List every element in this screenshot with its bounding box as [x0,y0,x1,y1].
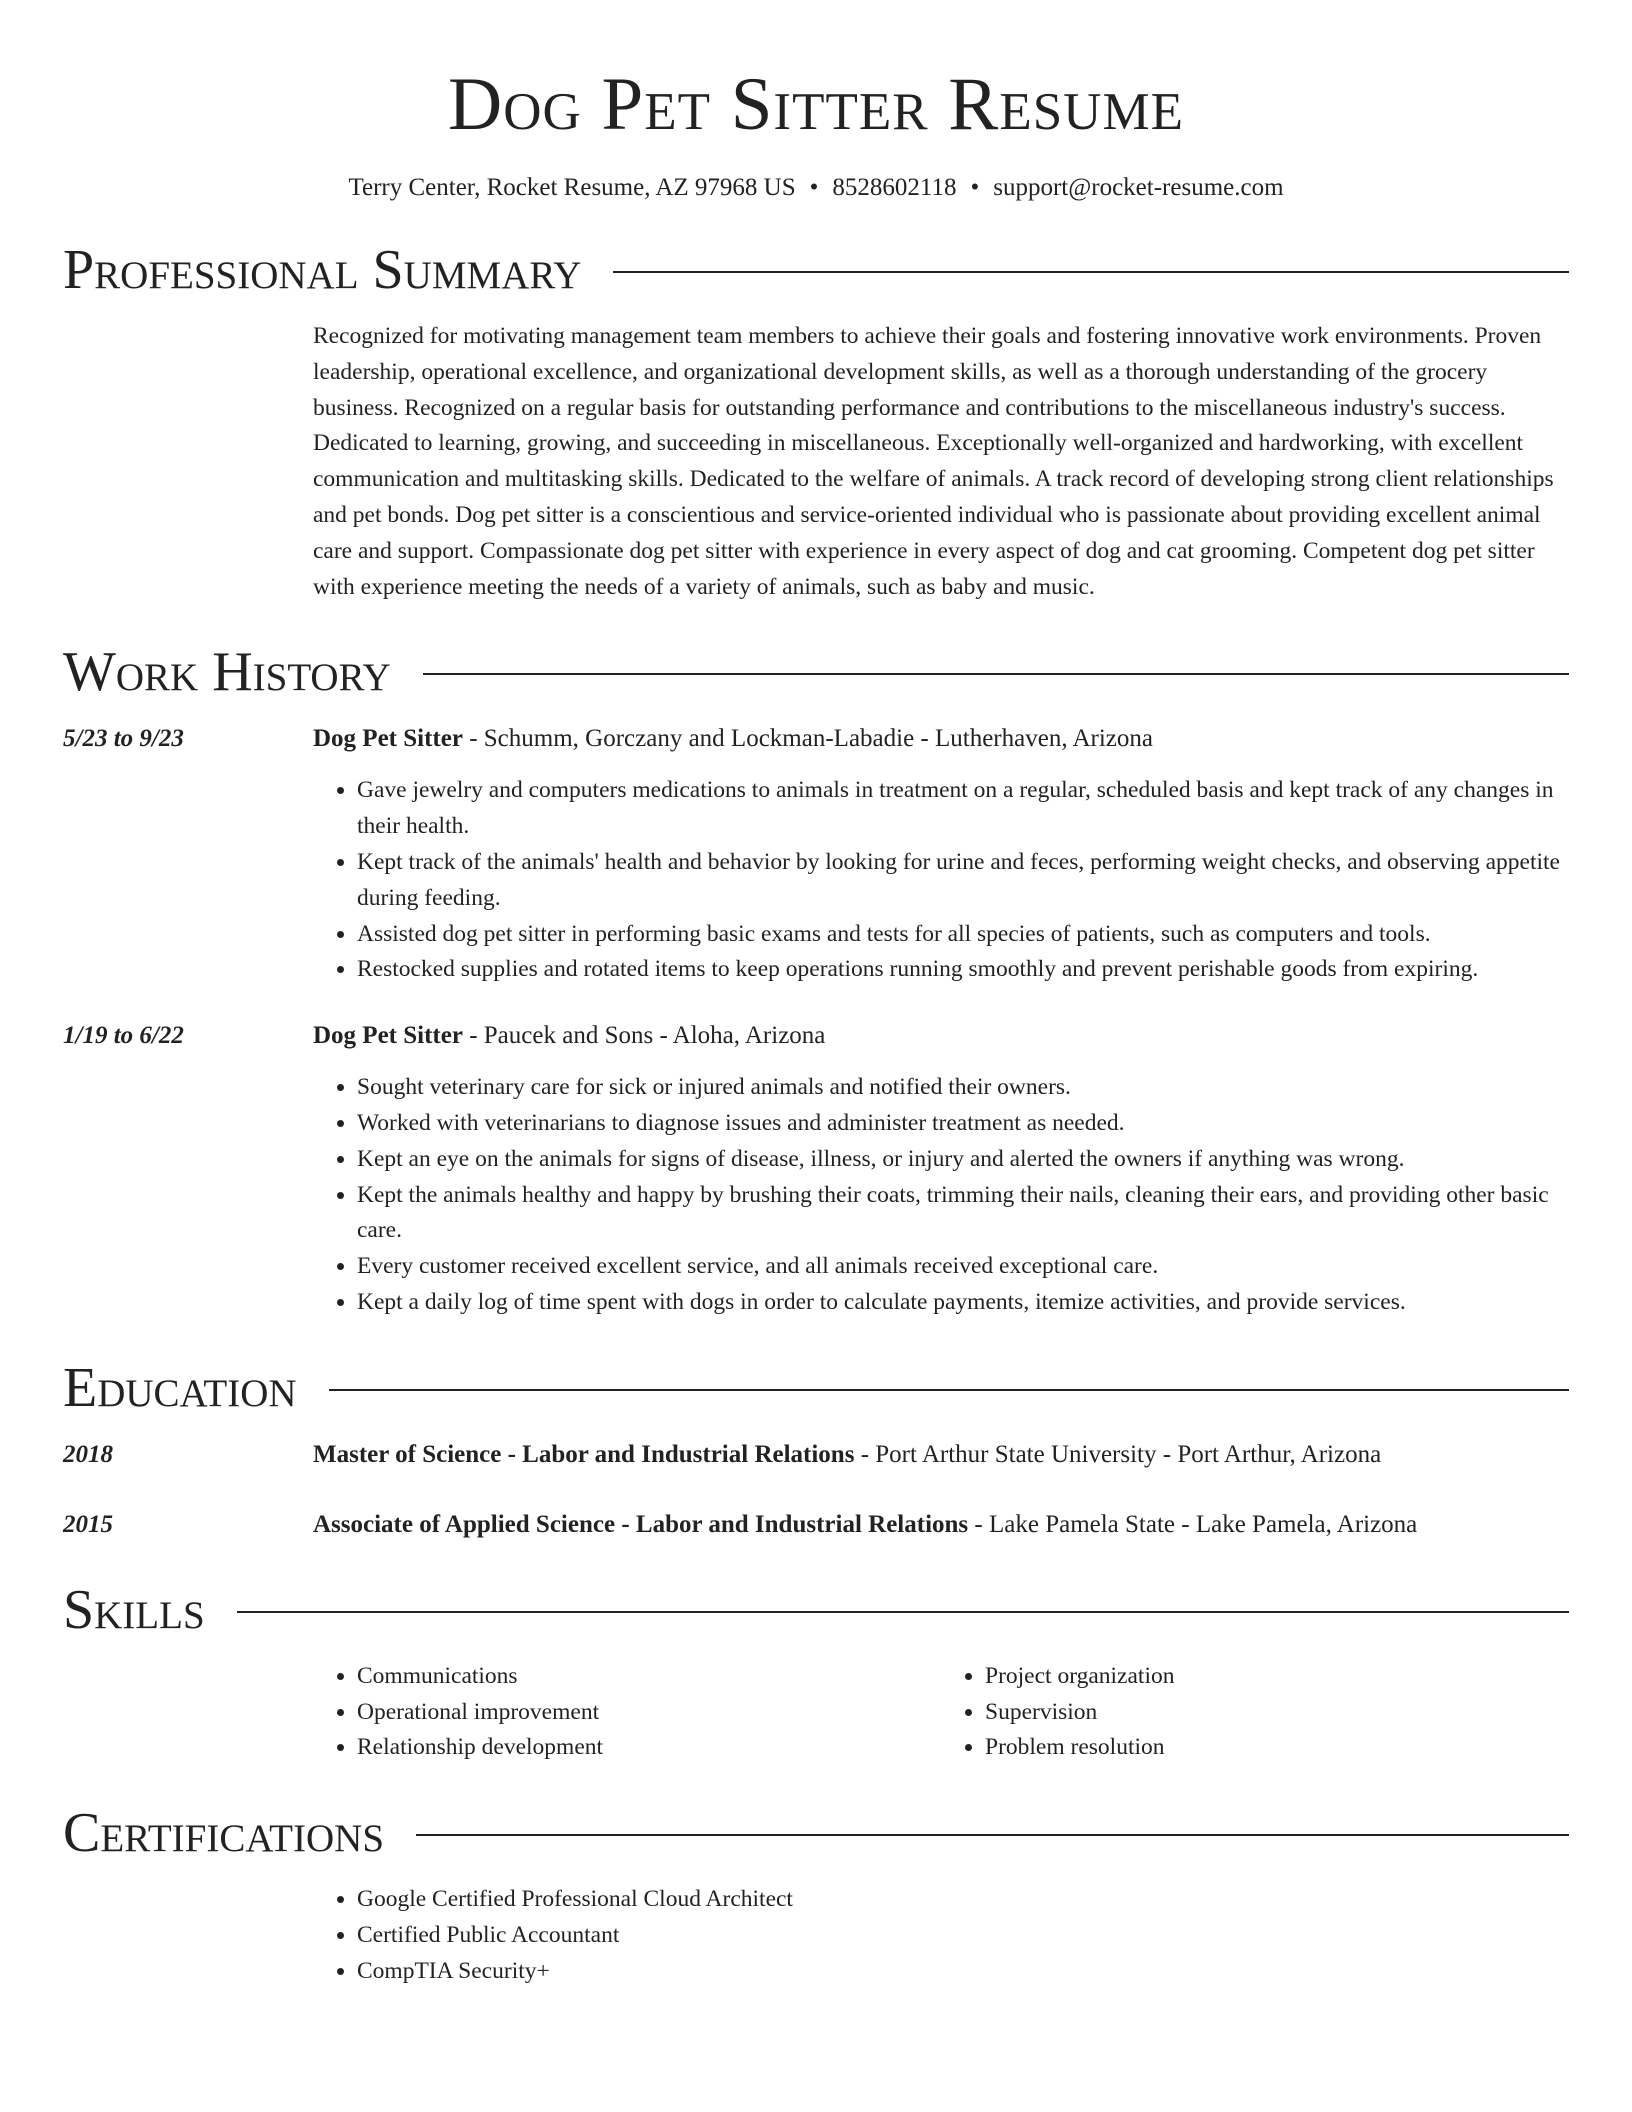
section-header [63,1579,1569,1641]
job-header-row [63,1018,1569,1054]
job-header-row [63,721,1569,757]
duty-item: • Kept a daily log of time spent with dogs in order to calculate payments, itemize activities, and provide services. [357,1285,1569,1321]
contact-phone: 8528602118 [832,174,957,201]
certification-item: • Certified Public Accountant [357,1918,1569,1954]
duty-item: • Kept track of the animals' health and behavior by looking for urine and feces, performing weight checks, and observing appetite during feeding. [357,845,1569,917]
education-year: 2018 [63,1440,113,1468]
duty-item: • Kept an eye on the animals for signs of disease, illness, or injury and alerted the owners if anything was wrong. [357,1142,1569,1178]
section-header [63,1802,1569,1864]
education-year: 2015 [63,1510,113,1538]
skill-item: • Relationship development [357,1730,941,1766]
summary-text: Recognized for motivating management team members to achieve their goals and fostering innovative work environments. Proven leadership, operational excellence, and organizational development skills, as well as a thorough understanding of the grocery business. Recognized on a regular basis for outstanding performance and contributions to the miscellaneous industry's success. Dedicated to learning, growing, and succeeding in miscellaneous. Exceptionally well-organized and hardworking, with excellent communication and multitasking skills. Dedicated to the welfare of animals. A track record of developing strong client relationships and pet bonds. Dog pet sitter is a conscientious and service-oriented individual who is passionate about providing excellent animal care and support. Compassionate dog pet sitter with experience in every aspect of dog and cat grooming. Competent dog pet sitter with experience meeting the needs of a variety of animals, such as baby and music. [313,323,1554,600]
skills-list-right [941,1659,1569,1766]
summary-spacer [63,319,313,605]
summary-row [63,319,1569,605]
section-divider [416,1834,1569,1836]
duty-item: • Every customer received excellent service, and all animals received exceptional care. [357,1249,1569,1285]
education-degree: Associate of Applied Science - Labor and Industrial Relations [313,1510,969,1538]
education-entry [63,1437,1569,1473]
contact-address: Terry Center, Rocket Resume, AZ 97968 US [348,174,796,201]
duty-item: • Sought veterinary care for sick or injured animals and notified their owners. [357,1070,1569,1106]
education-details [313,1507,1569,1543]
job-duties-list [313,1070,1569,1321]
skill-item: • Operational improvement [357,1695,941,1731]
section-header [63,239,1569,301]
section-divider [613,271,1569,273]
contact-line [63,173,1569,203]
job-title: Dog Pet Sitter [313,725,463,753]
job-entry [63,1018,1569,1321]
duty-item: • Kept the animals healthy and happy by brushing their coats, trimming their nails, cleaning their ears, and providing other basic care. [357,1178,1569,1250]
job-header [313,721,1569,757]
section-divider [423,673,1569,675]
work-history-section [63,641,1569,1320]
certifications-spacer [63,1864,313,1989]
certifications-list [313,1882,1569,1989]
contact-email: support@rocket-resume.com [993,174,1284,201]
certification-item: • Google Certified Professional Cloud Architect [357,1882,1569,1918]
job-employer-location: - Schumm, Gorczany and Lockman-Labadie - Lutherhaven, Arizona [462,725,1153,753]
summary-section [63,239,1569,605]
skills-heading: Skills [63,1578,205,1641]
job-title: Dog Pet Sitter [313,1022,463,1050]
skill-item: • Project organization [985,1659,1569,1695]
job-duties-list [313,773,1569,988]
job-header [313,1018,1569,1054]
certification-item: • CompTIA Security+ [357,1954,1569,1990]
education-details [313,1437,1569,1473]
education-section [63,1357,1569,1543]
duty-item: • Restocked supplies and rotated items to keep operations running smoothly and prevent perishable goods from expiring. [357,952,1569,988]
section-header [63,641,1569,703]
contact-separator: • [970,174,980,201]
job-duties-container [313,1054,1569,1321]
education-degree: Master of Science - Labor and Industrial Relations [313,1440,855,1468]
job-entry [63,721,1569,988]
duties-spacer [63,757,313,988]
skills-list-left [313,1659,941,1766]
job-duties-container [313,757,1569,988]
education-heading: Education [63,1356,297,1419]
certifications-row [63,1864,1569,1989]
certifications-section [63,1802,1569,1989]
skills-columns [313,1659,1569,1766]
job-duties-row [63,1054,1569,1321]
duty-item: • Assisted dog pet sitter in performing basic exams and tests for all species of patients, such as computers and tools. [357,917,1569,953]
skill-item: • Communications [357,1659,941,1695]
education-school: - Port Arthur State University - Port Arthur, Arizona [854,1440,1382,1468]
certifications-container [313,1864,1569,1989]
education-entry [63,1507,1569,1543]
duty-item: • Worked with veterinarians to diagnose issues and administer treatment as needed. [357,1106,1569,1142]
certifications-heading: Certifications [63,1802,385,1865]
skills-spacer [63,1641,313,1766]
section-divider [237,1611,1569,1613]
job-employer-location: - Paucek and Sons - Aloha, Arizona [462,1022,826,1050]
section-divider [329,1389,1569,1391]
summary-heading: Professional Summary [63,239,582,301]
job-dates: 5/23 to 9/23 [63,725,184,753]
skill-item: • Problem resolution [985,1730,1569,1766]
job-duties-row [63,757,1569,988]
job-dates: 1/19 to 6/22 [63,1022,184,1050]
resume-title: Dog Pet Sitter Resume [448,63,1184,146]
duties-spacer [63,1054,313,1321]
section-header [63,1357,1569,1419]
skills-row [63,1641,1569,1766]
skills-section [63,1579,1569,1766]
duty-item: • Gave jewelry and computers medications to animals in treatment on a regular, scheduled basis and kept track of any changes in their health. [357,773,1569,845]
contact-separator: • [809,174,819,201]
education-school: - Lake Pamela State - Lake Pamela, Arizona [968,1510,1418,1538]
skill-item: • Supervision [985,1695,1569,1731]
work-history-heading: Work History [63,641,391,704]
